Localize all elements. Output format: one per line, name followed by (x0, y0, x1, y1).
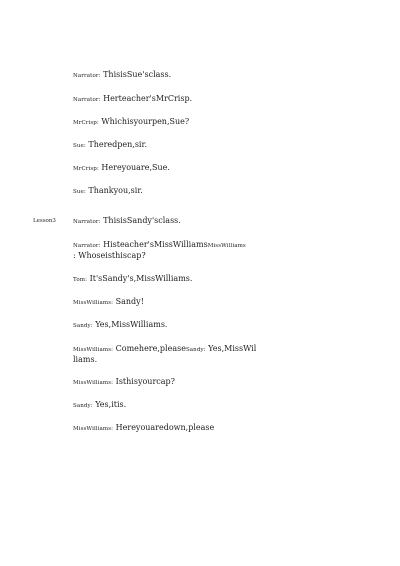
speaker-label: MissWilliams (207, 243, 246, 249)
dialogue-text: : Whoseisthiscap? (73, 251, 146, 260)
speaker-label: MissWilliams: (73, 300, 114, 306)
dialogue-text: Yes,itis. (95, 400, 127, 409)
dialogue-text: ThisisSue'sclass. (103, 70, 172, 79)
speaker-label: MrCrisp: (73, 166, 99, 172)
speaker-label: Tom: (73, 277, 88, 283)
dialogue-line (73, 93, 373, 106)
dialogue-line (73, 139, 373, 152)
dialogue-text: Comehere,please (115, 344, 186, 353)
dialogue-line (73, 185, 373, 198)
dialogue-line-continuation (73, 354, 373, 366)
speaker-label: MissWilliams: (73, 426, 114, 432)
dialogue-text: Whichisyourpen,Sue? (101, 117, 190, 126)
dialogue-text: Theredpen,sir. (88, 140, 147, 149)
dialogue-text: Isthisyourcap? (115, 377, 175, 386)
speaker-label: Sandy: (73, 403, 93, 409)
speaker-label: MrCrisp: (73, 120, 99, 126)
dialogue-text: Hereyouaredown,please (115, 423, 215, 432)
dialogue-line (73, 162, 373, 175)
dialogue-text: Herteacher'sMrCrisp. (103, 94, 193, 103)
speaker-label: Narrator: (73, 73, 101, 79)
lesson-label: Lesson3 (33, 218, 56, 224)
speaker-label: Sue: (73, 143, 86, 149)
speaker-label: Narrator: (73, 97, 101, 103)
dialogue-line-continuation (73, 250, 373, 262)
speaker-label: Sandy: (185, 347, 206, 353)
speaker-label: Narrator: (73, 243, 101, 249)
dialogue-line (73, 376, 373, 389)
dialogue-text: Sandy! (115, 297, 144, 306)
dialogue-text: Yes,MissWil (208, 344, 257, 353)
dialogue-line (73, 422, 373, 435)
speaker-label: Narrator: (73, 219, 101, 225)
dialogue-text: Thankyou,sir. (88, 186, 143, 195)
dialogue-line (73, 319, 373, 332)
dialogue-line (73, 69, 373, 82)
dialogue-line (73, 296, 373, 309)
dialogue-text: Yes,MissWilliams. (95, 320, 168, 329)
dialogue-text: Histeacher'sMissWilliams (103, 240, 208, 249)
dialogue-line (73, 273, 373, 286)
dialogue-text: Hereyouare,Sue. (101, 163, 170, 172)
dialogue-line (73, 215, 373, 228)
dialogue-line (73, 399, 373, 412)
speaker-label: MissWilliams: (73, 380, 114, 386)
speaker-label: Sue: (73, 189, 86, 195)
dialogue-text: It'sSandy's,MissWilliams. (89, 274, 193, 283)
dialogue-line (73, 116, 373, 129)
speaker-label: MissWilliams: (73, 347, 114, 353)
dialogue-text: liams. (73, 355, 98, 364)
speaker-label: Sandy: (73, 323, 93, 329)
dialogue-text: ThisisSandy'sclass. (103, 216, 181, 225)
